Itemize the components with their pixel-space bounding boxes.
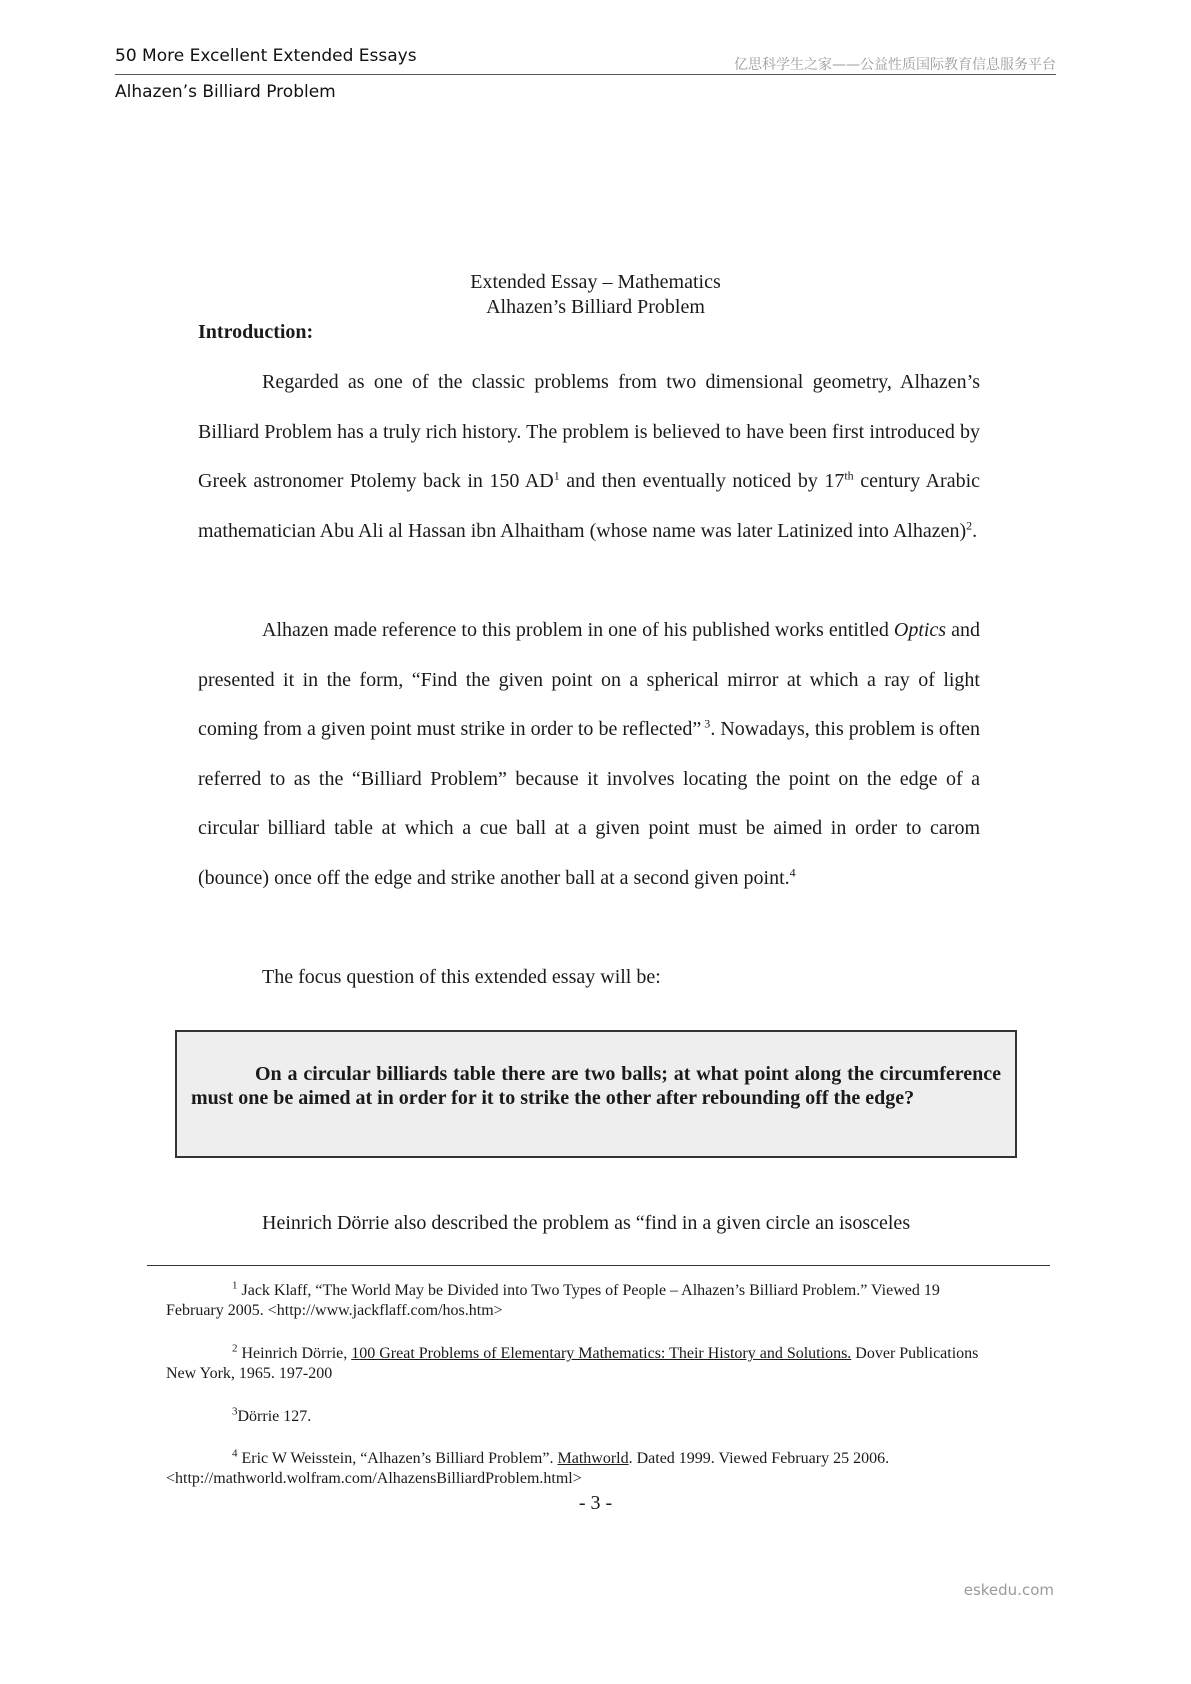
footnote-ref-3: 3 [701,716,711,731]
paragraph-1 [198,358,980,556]
paragraph-indent [198,371,262,393]
header-divider [115,74,1056,75]
paragraph-text: . [972,519,978,542]
paragraph-text: Heinrich Dörrie also described the problem as “find in a given circle an isosceles [262,1212,911,1234]
footnote-3 [166,1407,991,1427]
paragraph-text: and presented it in the form, “Find the given point on a spherical mirror at which a ray of light coming from a given point must strike in order to be reflected” [198,619,980,741]
footnote-text: . Dated 1999. Viewed February 25 2006. <http://mathworld.wolfram.com/AlhazensBilliardProblem.html> [166,1450,890,1487]
ordinal-suffix: th [844,468,854,483]
footnote-text: Dörrie 127. [237,1408,312,1425]
essay-subject-line: Extended Essay – Mathematics [470,271,721,293]
paragraph-3 [198,953,980,1003]
footnote-text: Heinrich Dörrie, [237,1345,352,1362]
footnote-number: 4 [232,1447,238,1460]
footnote-ref-1: 1 [553,468,560,483]
footnote-number: 1 [232,1279,238,1292]
footnote-ref-4: 4 [789,865,796,880]
paragraph-text: . Nowadays, this problem is often referred to as the “Billiard Problem” because it involves locating the point on the edge of a circular billiard table at which a cue ball at a given point must be aimed in order to carom (bounce) once off the edge and strike another ball at a second given point. [198,718,980,889]
focus-question-box [175,1030,1017,1158]
cited-site-name: Mathworld [557,1450,629,1467]
footnote-text: Jack Klaff, “The World May be Divided into Two Types of People – Alhazen’s Billiard Problem.” Viewed 19 February 2005. <http://www.jackflaff.com/hos.htm> [166,1282,940,1319]
footnote-number: 2 [232,1342,238,1355]
section-heading: Introduction: [198,321,314,343]
footnote-4 [166,1449,991,1489]
paragraph-indent [198,966,262,988]
paragraph-indent [198,1212,262,1234]
book-title: 50 More Excellent Extended Essays [115,46,417,66]
essay-title-block [0,270,1191,320]
book-title-optics: Optics [893,619,947,641]
footnote-ref-2: 2 [966,518,973,533]
focus-question: On a circular billiards table there are two balls; at what point along the circumference must one be aimed at in order for it to strike the other after rebounding off the edge? [191,1063,1001,1109]
cited-book-title: 100 Great Problems of Elementary Mathematics: Their History and Solutions. [351,1345,852,1362]
essay-title-line: Alhazen’s Billiard Problem [486,296,705,318]
footnote-indent [166,1408,232,1425]
paragraph-indent [191,1063,255,1085]
paragraph-indent [198,619,262,641]
paragraph-text: Alhazen made reference to this problem in one of his published works entitled [262,619,894,641]
paragraph-2 [198,606,980,904]
footnote-indent [166,1282,232,1299]
footnote-2 [166,1344,991,1384]
footnote-divider [147,1265,1050,1266]
footnote-text: Dover Publications New York, 1965. 197-200 [166,1345,979,1382]
page-number: - 3 - [578,1492,613,1514]
paragraph-4 [198,1199,980,1249]
footnote-number: 3 [232,1405,238,1418]
paragraph-text: and then eventually noticed by 17 [559,470,845,493]
paragraph-text: Regarded as one of the classic problems from two dimensional geometry, Alhazen’s Billiard Problem has a truly rich history. The problem is believed to have been first introduced by Greek astronomer Ptolemy back in 150 AD [198,371,980,493]
essay-running-title: Alhazen’s Billiard Problem [115,82,336,102]
site-name: 亿思科学生之家——公益性质国际教育信息服务平台 [734,57,1056,73]
footnote-1 [166,1281,991,1321]
watermark: eskedu.com [963,1581,1054,1599]
footnote-indent [166,1450,232,1467]
paragraph-text: The focus question of this extended essay will be: [262,966,661,988]
footnote-indent [166,1345,232,1362]
paragraph-text: century Arabic mathematician Abu Ali al Hassan ibn Alhaitham (whose name was later Latinized into Alhazen) [198,470,981,542]
footnote-text: Eric W Weisstein, “Alhazen’s Billiard Problem”. [237,1450,558,1467]
